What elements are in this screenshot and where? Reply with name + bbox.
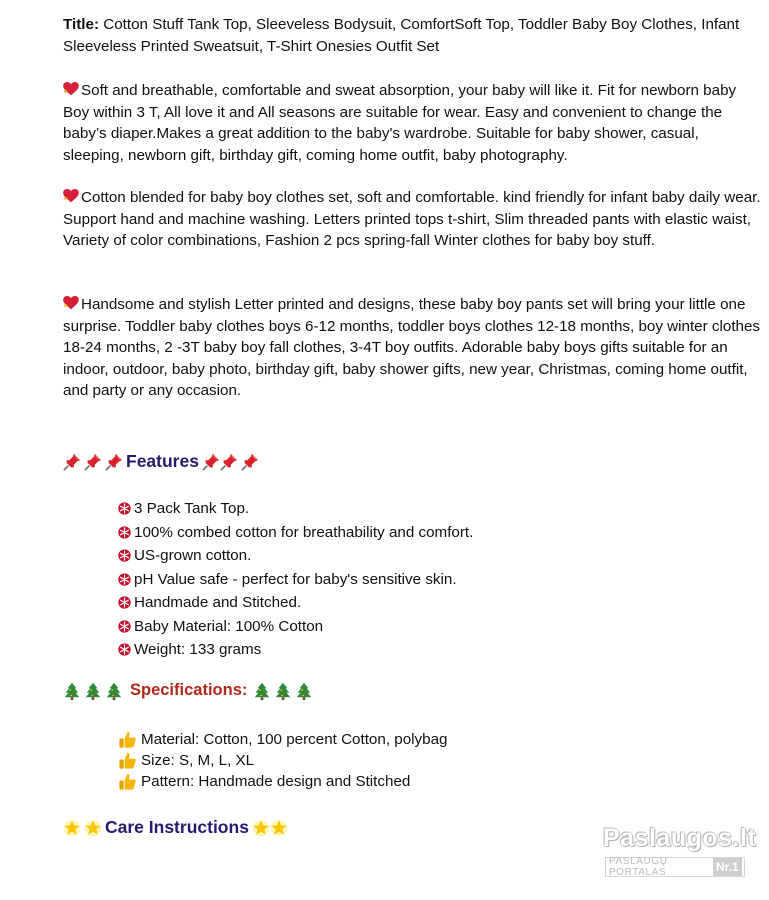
pushpin-icon — [105, 453, 123, 471]
feature-text: Baby Material: 100% Cotton — [134, 617, 324, 635]
snowflake-icon — [118, 502, 131, 515]
list-item — [118, 750, 447, 771]
watermark-brand: Paslaugos.lt — [603, 824, 757, 852]
title-text: Cotton Stuff Tank Top, Sleeveless Bodysuit, ComfortSoft Top, Toddler Baby Boy Clothes, Infant Sleeveless Printed Sweatsuit, T-Shirt Onesies Outfit Set — [63, 16, 740, 55]
christmas-tree-icon — [63, 682, 81, 700]
feature-text: pH Value safe - perfect for baby's sensitive skin. — [134, 570, 457, 588]
snowflake-icon — [118, 526, 131, 539]
paragraph-text: Handsome and stylish Letter printed and designs, these baby boy pants set will bring your little one surprise. Toddler baby clothes boys 6-12 months, toddler boys clothes 12-18 months, boy winter clothes 18-24 months, 2 -3T baby boy fall clothes, 3-4T boy outfits. Adorable baby boys gifts suitable for an indoor, outdoor, baby photo, birthday gift, baby shower gifts, new year, Christmas, coming home outfit, and party or any occasion. — [63, 296, 761, 399]
watermark-bar — [605, 857, 745, 877]
glowing-star-icon — [252, 819, 270, 837]
thumbs-up-icon — [118, 751, 137, 770]
paragraph-text: Cotton blended for baby boy clothes set, soft and comfortable. kind friendly for infant baby daily wear. Support hand and machine washing. Letters printed tops t-shirt, Slim threaded pants with elastic waist, Variety of color combinations, Fashion 2 pcs spring-fall Winter clothes for baby boy stuff. — [63, 189, 761, 249]
specifications-heading — [63, 681, 316, 700]
pushpin-icon — [63, 453, 81, 471]
snowflake-icon — [118, 620, 131, 633]
feature-text: Weight: 133 grams — [134, 641, 262, 658]
pushpin-icon — [84, 453, 102, 471]
heart-icon — [63, 189, 79, 203]
features-list — [118, 497, 473, 662]
glowing-star-icon — [84, 819, 102, 837]
list-item — [118, 521, 473, 545]
list-item — [118, 638, 473, 662]
pushpin-icon — [241, 453, 259, 471]
specifications-heading-text: Specifications: — [130, 681, 248, 699]
glowing-star-icon — [270, 819, 288, 837]
feature-text: US-grown cotton. — [134, 547, 252, 564]
feature-text: 100% combed cotton for breathability and comfort. — [134, 523, 474, 541]
snowflake-icon — [118, 549, 131, 562]
heart-icon — [63, 296, 79, 310]
feature-text: 3 Pack Tank Top. — [134, 500, 250, 517]
product-title — [63, 14, 763, 57]
christmas-tree-icon — [105, 682, 123, 700]
description-paragraph-3 — [63, 294, 763, 402]
list-item — [118, 544, 473, 568]
christmas-tree-icon — [274, 682, 292, 700]
spec-text: Size: S, M, L, XL — [141, 752, 255, 769]
snowflake-icon — [118, 573, 131, 586]
heart-icon — [63, 82, 79, 96]
christmas-tree-icon — [84, 682, 102, 700]
care-heading-text: Care Instructions — [105, 817, 249, 837]
title-label: Title: — [63, 16, 100, 33]
thumbs-up-icon — [118, 772, 137, 791]
watermark-badge: Nr.1 — [713, 858, 742, 876]
features-heading-text: Features — [126, 451, 199, 471]
list-item — [118, 771, 447, 792]
glowing-star-icon — [63, 819, 81, 837]
list-item — [118, 568, 473, 592]
snowflake-icon — [118, 643, 131, 656]
watermark-subtitle: PASLAUGŲ PORTALAS — [609, 856, 668, 878]
watermark — [603, 824, 757, 878]
specifications-list — [118, 729, 447, 792]
list-item — [118, 591, 473, 615]
feature-text: Handmade and Stitched. — [134, 594, 302, 611]
description-paragraph-2 — [63, 187, 763, 252]
pushpin-icon — [220, 453, 238, 471]
thumbs-up-icon — [118, 730, 137, 749]
description-paragraph-1 — [63, 80, 763, 166]
spec-text: Material: Cotton, 100 percent Cotton, polybag — [141, 731, 448, 748]
care-instructions-heading — [63, 817, 291, 838]
christmas-tree-icon — [253, 682, 271, 700]
features-heading — [63, 451, 262, 472]
list-item — [118, 729, 447, 750]
list-item — [118, 497, 473, 521]
christmas-tree-icon — [295, 682, 313, 700]
pushpin-icon — [202, 453, 220, 471]
paragraph-text: Soft and breathable, comfortable and sweat absorption, your baby will like it. Fit for newborn baby Boy within 3 T, All love it and All seasons are suitable for wear. Easy and convenient to change the baby’s diaper.Makes a great addition to the baby's wardrobe. Suitable for baby shower, casual, sleeping, newborn gift, birthday gift, coming home outfit, baby photography. — [63, 82, 737, 164]
list-item — [118, 615, 473, 639]
spec-text: Pattern: Handmade design and Stitched — [141, 773, 411, 790]
snowflake-icon — [118, 596, 131, 609]
